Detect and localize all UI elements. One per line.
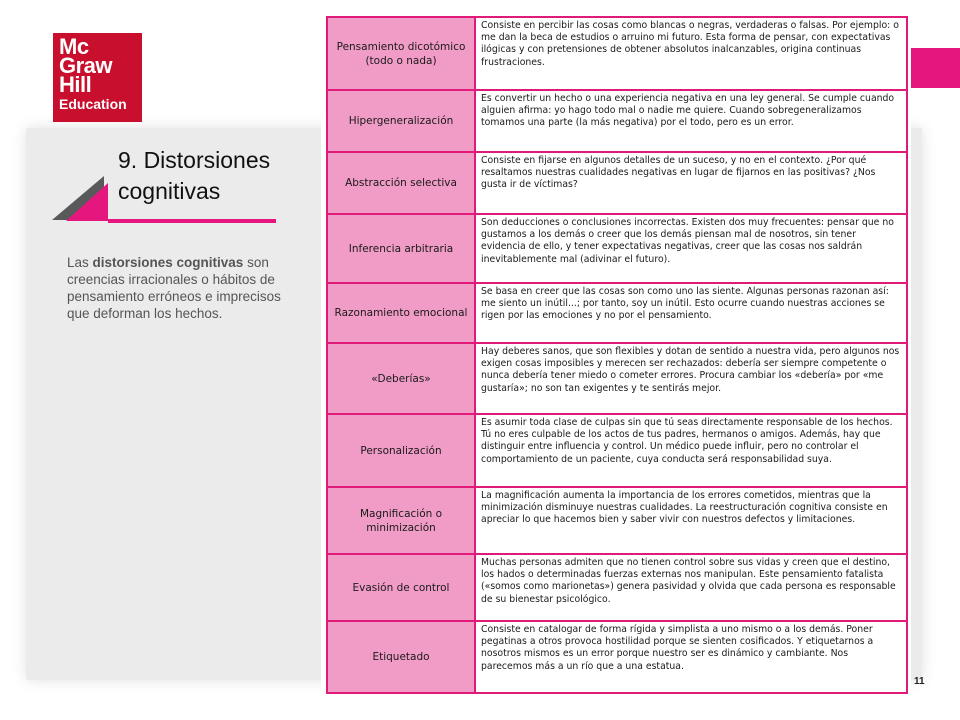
table-row <box>327 487 907 554</box>
distortion-term: Magnificación o minimización <box>327 487 475 554</box>
table-row <box>327 343 907 414</box>
distortion-definition: Consiste en catalogar de forma rígida y simplista a uno mismo o a los demás. Poner pegatinas a otros provoca hostilidad porque se sienten cosificados. Y etiquetarnos a nosotros mismos es un error porque nuestro ser es dinámico y cambiante. Nos parecemos más a un río que a una estatua. <box>475 621 907 693</box>
distortion-term: Razonamiento emocional <box>327 283 475 343</box>
table-row <box>327 414 907 487</box>
distortion-term: «Deberías» <box>327 343 475 414</box>
distortion-term: Abstracción selectiva <box>327 152 475 214</box>
table-row <box>327 554 907 621</box>
intro-text-end: son creencias irracionales o hábitos de pensamiento erróneos e imprecisos que deforman los hechos. <box>67 255 281 321</box>
page-number: 11 <box>914 676 925 687</box>
intro-text-start: Las <box>67 255 93 270</box>
distortion-definition: Muchas personas admiten que no tienen control sobre sus vidas y creen que el destino, los hados o determinadas fuerzas externas nos manipulan. Este pensamiento fatalista («somos como marionetas») genera pasividad y olvida que cada persona es responsable de su bienestar psicológico. <box>475 554 907 621</box>
distortion-definition: Son deducciones o conclusiones incorrectas. Existen dos muy frecuentes: pensar que no gustamos a los demás o creer que los demás piensan mal de nosotros, sin tener evidencia de ello, y tener expectativas negativas, creer que las cosas nos saldrán inevitablemente mal (adivinar el futuro). <box>475 214 907 283</box>
distortion-definition: Consiste en percibir las cosas como blancas o negras, verdaderas o falsas. Por ejemplo: o me dan la beca de estudios o arruino mi futuro. Esta forma de pensar, con expectativas ilógicas y con pretensiones de obtener absolutos inalcanzables, origina continuas frustraciones. <box>475 17 907 90</box>
distortion-term: Etiquetado <box>327 621 475 693</box>
distortion-term: Personalización <box>327 414 475 487</box>
distortion-definition: Es asumir toda clase de culpas sin que tú seas directamente responsable de los hechos. Tú no eres culpable de los actos de tus padres, hermanos o amigos. Además, hay que distinguir entre influencia y control. Un médico puede influir, pero no controlar el comportamiento de un paciente, cuya conducta será responsabilidad suya. <box>475 414 907 487</box>
table-row <box>327 283 907 343</box>
table-row <box>327 152 907 214</box>
intro-bold-term: distorsiones cognitivas <box>92 255 244 270</box>
intro-paragraph <box>67 254 297 322</box>
slide-title: 9. Distorsiones cognitivas <box>118 147 271 204</box>
distortion-definition: Es convertir un hecho o una experiencia negativa en una ley general. Se cumple cuando alguien afirma: yo hago todo mal o nadie me quiere. Cuando sobregeneralizamos tomamos una parte (la más negativa) por el todo, pero es un error. <box>475 90 907 152</box>
distortions-table <box>326 16 908 694</box>
distortion-definition: Hay deberes sanos, que son flexibles y dotan de sentido a nuestra vida, pero algunos nos exigen cosas imposibles y merecen ser rechazados: debería ser siempre competente o nunca debería tener miedo o cometer errores. Procura cambiar los «debería» por «me gustaría»; no son tan exigentes y te sentirás mejor. <box>475 343 907 414</box>
table-row <box>327 90 907 152</box>
decorative-pink-triangle <box>66 183 108 221</box>
distortion-definition: La magnificación aumenta la importancia de los errores cometidos, mientras que la minimización disminuye nuestras cualidades. La reestructuración cognitiva consiste en apreciar lo que hacemos bien y saber vivir con nuestros defectos y limitaciones. <box>475 487 907 554</box>
table-row <box>327 17 907 90</box>
distortion-term: Hipergeneralización <box>327 90 475 152</box>
table-row <box>327 621 907 693</box>
title-underline <box>108 219 276 223</box>
distortion-term: Pensamiento dicotómico (todo o nada) <box>327 17 475 90</box>
table-row <box>327 214 907 283</box>
distortions-table-panel <box>321 10 911 694</box>
mcgraw-hill-logo: Mc Graw Hill Education <box>53 33 142 122</box>
distortion-definition: Se basa en creer que las cosas son como uno las siente. Algunas personas razonan así: me siento un inútil...; por tanto, soy un inútil. Esto ocurre cuando nuestras acciones se rigen por las emociones y no por el pensamiento. <box>475 283 907 343</box>
distortion-term: Inferencia arbitraria <box>327 214 475 283</box>
distortion-definition: Consiste en fijarse en algunos detalles de un suceso, y no en el contexto. ¿Por qué resaltamos nuestras cualidades negativas en lugar de fijarnos en las positivas? ¿Nos gusta ir de víctimas? <box>475 152 907 214</box>
distortion-term: Evasión de control <box>327 554 475 621</box>
